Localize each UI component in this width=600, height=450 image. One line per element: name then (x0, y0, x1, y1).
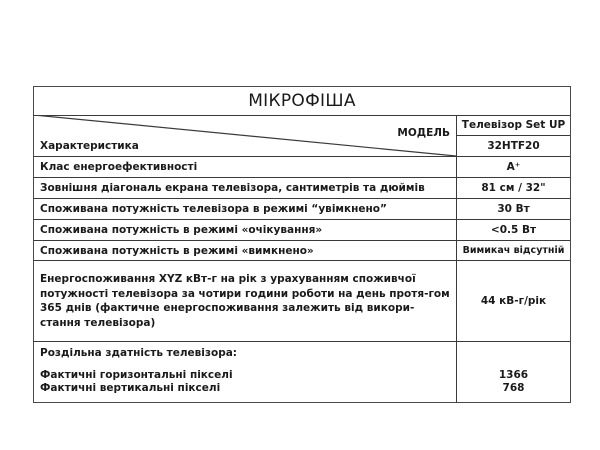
energy-consumption-label (40, 261, 454, 341)
row-value-off-power: Вимикач відсутній (462, 245, 565, 256)
row-label-on-power: Споживана потужність телевізора в режимі “увімкнено” (40, 203, 387, 215)
model-code: 32HTF20 (487, 140, 540, 152)
microfiche-table (33, 86, 571, 403)
resolution-heading: Роздільна здатність телевізора: (40, 347, 238, 359)
row-label-standby-power: Споживана потужність в режимі «очікування» (40, 224, 323, 236)
resolution-values (457, 347, 570, 395)
characteristic-label: Характеристика (40, 140, 139, 152)
table-title: МІКРОФІША (34, 87, 570, 116)
row-label-diagonal: Зовнішня діагональ екрана телевізора, сантиметрів та дюймів (40, 182, 425, 194)
row-label-energy-class: Клас енергоефективності (40, 161, 198, 173)
row-value-energy-class: A⁺ (506, 161, 521, 173)
row-value-on-power: 30 Вт (497, 203, 530, 215)
model-label: МОДЕЛЬ (397, 127, 450, 139)
row-value-diagonal: 81 см / 32" (481, 182, 546, 194)
divider (34, 341, 570, 342)
energy-consumption-value: 44 кВ-г/рік (480, 295, 547, 307)
row-value-standby-power: <0.5 Вт (490, 224, 537, 236)
row-label-off-power: Споживана потужність в режимі «вимкнено» (40, 244, 314, 257)
energy-consumption-text: Енергоспоживання XYZ кВт-г на рік з урахуванням споживчої потужності телевізора за чотири години роботи на день протя-гом 365 днів (фактичне енергоспоживання залежить від викори-стання телевізора) (40, 273, 450, 329)
vertical-pixels-label: Фактичні вертикальні пікселі (40, 382, 221, 394)
horizontal-pixels-label: Фактичні горизонтальні пікселі (40, 369, 233, 381)
vertical-pixels-value: 768 (502, 382, 525, 394)
horizontal-pixels-value: 1366 (498, 369, 529, 381)
product-name: Телевізор Set UP (461, 119, 566, 131)
resolution-block (40, 347, 454, 395)
